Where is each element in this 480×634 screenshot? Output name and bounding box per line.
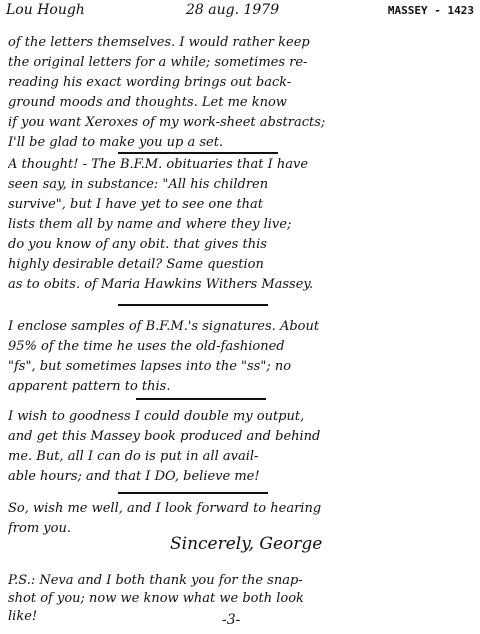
text-line: and get this Massey book produced and behind — [8, 429, 321, 444]
recipient-name: Lou Hough — [6, 2, 85, 18]
section-divider — [118, 152, 278, 154]
text-line: I'll be glad to make you up a set. — [8, 135, 224, 150]
text-line: ground moods and thoughts. Let me know — [8, 95, 287, 110]
text-line: lists them all by name and where they live; — [8, 217, 292, 232]
text-line: "fs", but sometimes lapses into the "ss"; no — [8, 359, 292, 374]
text-line: highly desirable detail? Same question — [8, 257, 264, 272]
text-line: 95% of the time he uses the old-fashioned — [8, 339, 285, 354]
text-line: seen say, in substance: "All his children — [8, 177, 269, 192]
section-divider — [118, 492, 268, 494]
text-line: A thought! - The B.F.M. obituaries that I have — [8, 157, 309, 172]
text-line: able hours; and that I DO, believe me! — [8, 469, 260, 484]
text-line: I wish to goodness I could double my output, — [8, 409, 305, 424]
page-number: -3- — [222, 612, 241, 628]
text-line: the original letters for a while; sometimes re- — [8, 55, 308, 70]
text-line: reading his exact wording brings out back- — [8, 75, 292, 90]
text-line: of the letters themselves. I would rather keep — [8, 35, 310, 50]
postscript-line: P.S.: Neva and I both thank you for the snap- — [8, 573, 303, 588]
text-line: from you. — [8, 521, 71, 536]
section-divider — [136, 398, 266, 400]
text-line: So, wish me well, and I look forward to hearing — [8, 501, 322, 516]
signature-closing: Sincerely, George — [170, 534, 323, 554]
text-line: do you know of any obit. that gives this — [8, 237, 267, 252]
text-line: apparent pattern to this. — [8, 379, 171, 394]
reference-number: MASSEY - 1423 — [387, 4, 474, 17]
text-line: me. But, all I can do is put in all avail- — [8, 449, 259, 464]
text-line: I enclose samples of B.F.M.'s signatures. About — [8, 319, 320, 334]
letter-date: 28 aug. 1979 — [186, 2, 280, 18]
text-line: as to obits. of Maria Hawkins Withers Massey. — [8, 277, 314, 292]
postscript-line: shot of you; now we know what we both look — [8, 591, 304, 606]
text-line: if you want Xeroxes of my work-sheet abstracts; — [8, 115, 326, 130]
text-line: survive", but I have yet to see one that — [8, 197, 264, 212]
postscript-line: like! — [8, 609, 38, 624]
section-divider — [118, 304, 268, 306]
